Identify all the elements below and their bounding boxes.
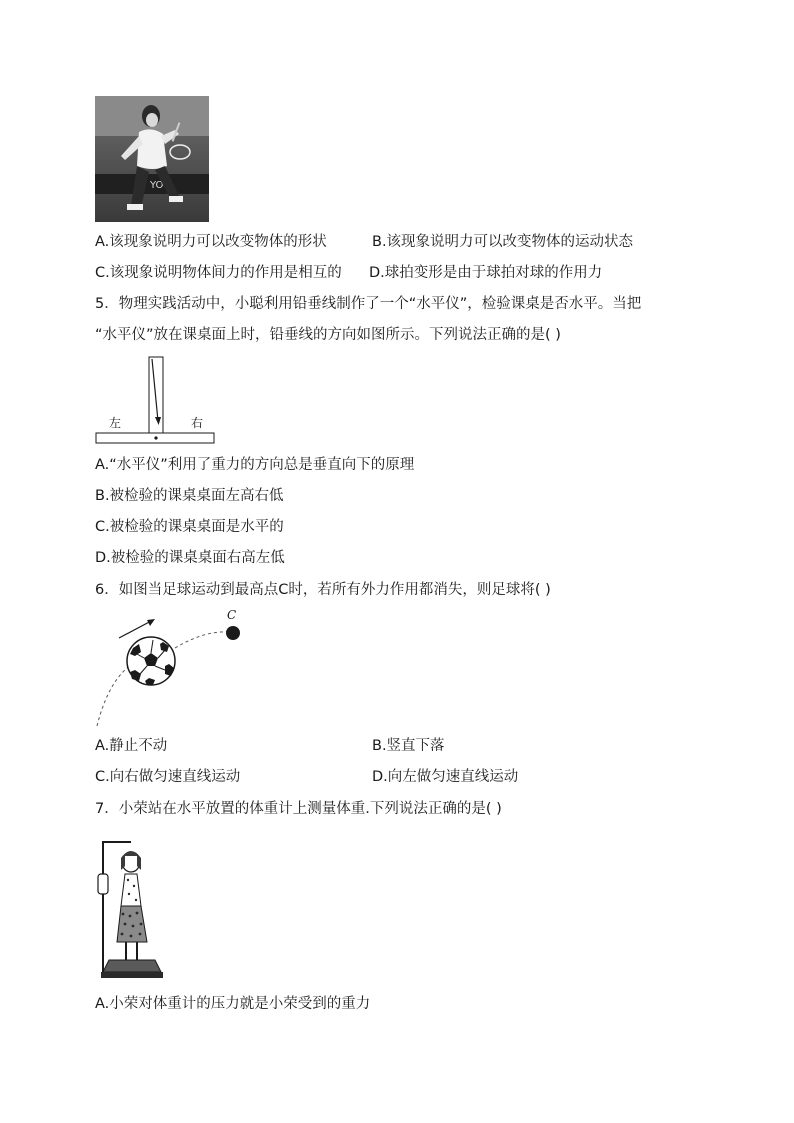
- q4-option-c[interactable]: C.该现象说明物体间力的作用是相互的: [95, 265, 342, 281]
- q4-option-a[interactable]: A.该现象说明力可以改变物体的形状: [95, 234, 327, 250]
- scale-figure: [95, 836, 165, 982]
- q6-option-d[interactable]: D.向左做匀速直线运动: [372, 769, 519, 785]
- q5-option-d[interactable]: D.被检验的课桌桌面右高左低: [95, 550, 285, 566]
- q5-question-line2: “水平仪”放在课桌面上时，铅垂线的方向如图所示。下列说法正确的是( ): [95, 327, 561, 343]
- q4-option-b[interactable]: B.该现象说明力可以改变物体的运动状态: [372, 234, 634, 250]
- badminton-photo: [95, 96, 209, 222]
- q6-option-c[interactable]: C.向右做匀速直线运动: [95, 769, 241, 785]
- soccer-figure: [95, 608, 255, 728]
- q5-option-c[interactable]: C.被检验的课桌桌面是水平的: [95, 519, 284, 535]
- level-figure: [95, 355, 217, 447]
- q4-option-d[interactable]: D.球拍变形是由于球拍对球的作用力: [369, 265, 603, 281]
- q5-option-a[interactable]: A.“水平仪”利用了重力的方向总是垂直向下的原理: [95, 457, 415, 473]
- q7-option-a[interactable]: A.小荣对体重计的压力就是小荣受到的重力: [95, 996, 371, 1012]
- point-c-label: C: [227, 608, 237, 622]
- left-label: 左: [109, 416, 122, 430]
- svg-text:YO: YO: [150, 180, 164, 191]
- q5-option-b[interactable]: B.被检验的课桌桌面左高右低: [95, 488, 284, 504]
- q5-question-line1: 5．物理实践活动中，小聪利用铅垂线制作了一个“水平仪”，检验课桌是否水平。当把: [95, 296, 642, 312]
- q6-option-a[interactable]: A.静止不动: [95, 738, 168, 754]
- q6-question-line1: 6．如图当足球运动到最高点C时，若所有外力作用都消失，则足球将( ): [95, 582, 551, 598]
- q7-question-line1: 7．小荣站在水平放置的体重计上测量体重.下列说法正确的是( ): [95, 801, 502, 817]
- right-label: 右: [191, 416, 204, 430]
- q6-option-b[interactable]: B.竖直下落: [372, 738, 445, 754]
